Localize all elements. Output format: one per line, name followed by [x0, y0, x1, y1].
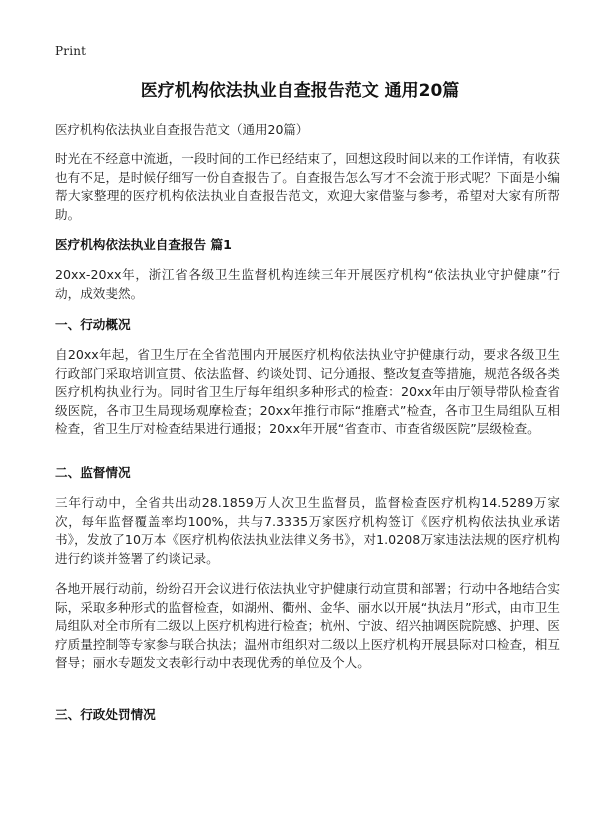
paragraph-4: 各地开展行动前，纷纷召开会议进行依法执业守护健康行动宣贯和部署；行动中各地结合实际，采取多种形式的监督检查，如湖州、衢州、金华、丽水以开展“执法月”形式，由市卫生局组队对全市所有二级以上医疗机构进行检查；杭州、宁波、绍兴抽调医院院感、护理、医疗质量控制等专家参与联合执法；温州市组织对二级以上医疗机构开展县际对口检查，相互督导；丽水专题发文表彰行动中表现优秀的单位及个人。 [55, 581, 560, 670]
paragraph-3: 三年行动中，全省共出动28.1859万人次卫生监督员，监督检查医疗机构14.5289万家次，每年监督覆盖率均100%，共与7.3335万家医疗机构签订《医疗机构依法执业承诺书》，发放了10万本《医疗机构依法执业法律义务书》，对1.0208万家违法法规的医疗机构进行约谈并签署了约谈记录。 [55, 495, 560, 566]
section-heading: 医疗机构依法执业自查报告 篇1 [55, 237, 232, 252]
paragraph-2: 自20xx年起，省卫生厅在全省范围内开展医疗机构依法执业守护健康行动，要求各级卫生行政部门采取培训宣贯、依法监督、约谈处罚、记分通报、整改复查等措施，规范各级各类医疗机构执业行为。同时省卫生厅每年组织多种形式的检查：20xx年由厅领导带队检查省级医院，各市卫生局现场观摩检查；20xx年推行市际“推磨式”检查，各市卫生局组队互相检查，省卫生厅对检查结果进行通报；20xx年开展“省查市、市查省级医院”层级检查。 [55, 347, 560, 436]
heading-supervision: 二、监督情况 [55, 465, 131, 480]
intro-paragraph: 时光在不经意中流逝，一段时间的工作已经结束了，回想这段时间以来的工作详情，有收获也有不足，是时候仔细写一份自查报告了。自查报告怎么写才不会流于形式呢？下面是小编帮大家整理的医疗机构依法执业自查报告范文，欢迎大家借鉴与参考，希望对大家有所帮助。 [55, 151, 560, 222]
document-subtitle: 医疗机构依法执业自查报告范文（通用20篇） [55, 122, 309, 137]
heading-action-overview: 一、行动概况 [55, 317, 131, 332]
print-link[interactable]: Print [55, 44, 87, 58]
paragraph-1: 20xx-20xx年，浙江省各级卫生监督机构连续三年开展医疗机构“依法执业守护健康”行动，成效斐然。 [55, 267, 560, 301]
heading-administrative-penalty: 三、行政处罚情况 [55, 707, 156, 722]
document-title: 医疗机构依法执业自查报告范文 通用20篇 [140, 81, 460, 101]
